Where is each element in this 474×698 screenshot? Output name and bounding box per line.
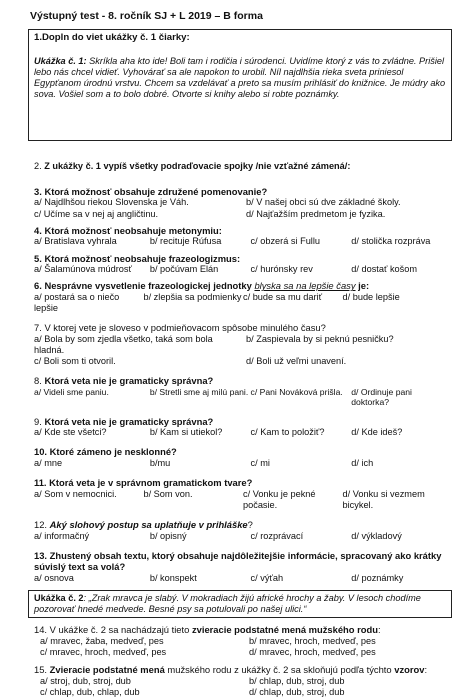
question-15-emphasis: Zvieracie podstatné mená: [49, 664, 165, 676]
question-6: 6. Nesprávne vysvetlenie frazeologickej jednotky blyska sa na lepšie časy je: a/ postará sa o niečo lepšie b/ zlepšia sa podmienky c/ bude sa mu dariť d/ bude lepšie: [34, 280, 452, 314]
q7-option-b[interactable]: b/ Zaspievala by si peknú pesničku?: [246, 333, 394, 344]
question-6-phrase: blyska sa na lepšie časy: [254, 280, 356, 292]
q14-option-b[interactable]: b/ mravec, hroch, medveď, pes: [249, 635, 376, 646]
q15-option-a[interactable]: a/ stroj, dub, stroj, dub: [40, 675, 131, 686]
q3-option-b[interactable]: b/ V našej obci sú dve základné školy.: [246, 197, 401, 208]
q3-option-a[interactable]: a/ Najdlhšou riekou Slovenska je Váh.: [34, 197, 189, 208]
q10-option-c[interactable]: c/ mi: [250, 457, 270, 468]
q4-option-c[interactable]: c/ obzerá si Fullu: [250, 236, 320, 247]
q8-option-c[interactable]: c/ Pani Nováková prišla.: [250, 386, 343, 397]
q5-option-c[interactable]: c/ hurónsky rev: [250, 264, 313, 275]
example-1: [34, 56, 446, 101]
question-12: 12. Aký slohový postup sa uplatňuje v prihláške? a/ informačný b/ opisný c/ rozprávací d/ výkladový: [34, 519, 452, 542]
question-3: 3. Ktorá možnosť obsahuje združené pomenovanie? a/ Najdlhšou riekou Slovenska je Váh. b/ V našej obci sú dve základné školy. c/ Učíme sa v nej aj angličtinu. d/ Najťažším predmetom je fyzika.: [34, 186, 452, 220]
q11-option-a[interactable]: a/ Som v nemocnici.: [34, 488, 117, 499]
q14-option-a[interactable]: a/ mravec, žaba, medveď, pes: [40, 635, 164, 646]
q8-option-a[interactable]: a/ Videli sme paniu.: [34, 386, 109, 397]
q10-option-b[interactable]: b/mu: [149, 457, 171, 468]
q10-option-d[interactable]: d/ ich: [351, 457, 374, 468]
q10-option-a[interactable]: a/ mne: [34, 457, 63, 468]
question-14-emphasis: zvieracie podstatné mená mužského rodu: [191, 624, 378, 636]
q6-option-a[interactable]: a/ postará sa o niečo lepšie: [34, 291, 120, 313]
q15-option-c[interactable]: c/ chlap, dub, chlap, dub: [40, 686, 140, 697]
example-2-label: Ukážka č. 2: [34, 592, 84, 603]
q11-option-b[interactable]: b/ Som von.: [143, 488, 193, 499]
q5-option-b[interactable]: b/ počúvam Elán: [149, 264, 219, 275]
q12-option-c[interactable]: c/ rozprávací: [250, 530, 304, 541]
q13-option-a[interactable]: a/ osnova: [34, 572, 74, 583]
question-12-text: Aký slohový postup sa uplatňuje v prihláške: [49, 519, 248, 531]
q11-option-d[interactable]: d/ Vonku si vezmem bicykel.: [342, 488, 425, 510]
q14-option-c[interactable]: c/ mravec, hroch, medveď, pes: [40, 647, 167, 658]
q6-option-b[interactable]: b/ zlepšia sa podmienky: [143, 291, 242, 302]
q9-option-d[interactable]: d/ Kde ideš?: [351, 427, 403, 438]
q8-option-b[interactable]: b/ Stretli sme aj milú pani.: [149, 386, 249, 397]
q7-option-d[interactable]: d/ Boli už veľmi unavení.: [246, 356, 347, 367]
q5-option-d[interactable]: d/ dostať košom: [351, 264, 418, 275]
question-10-text: Ktoré zámeno je nesklonné?: [49, 446, 177, 458]
q7-option-a[interactable]: a/ Bola by som zjedla všetko, taká som bola hladná.: [34, 333, 213, 355]
question-4: 4. Ktorá možnosť neobsahuje metonymiu: a/ Bratislava vyhrala b/ recituje Rúfusa c/ obzerá si Fullu d/ stolička rozpráva: [34, 225, 452, 248]
question-8-text: Ktorá veta nie je gramaticky správna?: [44, 375, 214, 387]
q7-option-c[interactable]: c/ Boli som ti otvoril.: [34, 356, 116, 367]
q12-option-a[interactable]: a/ informačný: [34, 530, 90, 541]
q6-option-d[interactable]: d/ bude lepšie: [342, 291, 400, 302]
q15-option-d[interactable]: d/ chlap, dub, stroj, dub: [249, 686, 345, 697]
question-9: 9. Ktorá veta nie je gramaticky správna? a/ Kde ste všetci? b/ Kam si utiekol? c/ Kam to položiť? d/ Kde ideš?: [34, 416, 452, 439]
question-11: 11. Ktorá veta je v správnom gramatickom tvare? a/ Som v nemocnici. b/ Som von. c/ Vonku je pekné počasie. d/ Vonku si vezmem bicykel.: [34, 477, 452, 511]
example-1-text: Skríkla aha kto ide! Boli tam i rodičia i súrodenci. Uvidíme ktorý z vás to zvládne. Prišiel lebo nás chcel vidieť. Vyhovárať sa ale napokon to urobil. Níl najdlhšia rieka sveta priniesol Egypťanom úrodnú vrstvu. Chcem sa vzdelávať a preto sa musím prihlásiť do knižnice. Je múdry ako sova. Vošiel som a to bolo dobré. Otvorte si knihy alebo si robte poznámky.: [34, 55, 446, 100]
exercise-box-1: [28, 29, 452, 141]
question-11-text: Ktorá veta je v správnom gramatickom tvare?: [49, 477, 253, 489]
question-14-text: V ukážke č. 2 sa nachádzajú tieto: [49, 624, 192, 636]
q8-option-d[interactable]: d/ Ordinuje pani doktorka?: [351, 386, 412, 408]
q12-option-b[interactable]: b/ opisný: [149, 530, 187, 541]
question-2: 2. Z ukážky č. 1 vypíš všetky podraďovacie spojky /nie vzťažné zámená/:: [34, 160, 351, 171]
q6-option-c[interactable]: c/ bude sa mu dariť: [243, 291, 323, 302]
question-15-text: mužského rodu z ukážky č. 2 sa skloňujú podľa týchto: [164, 664, 395, 676]
q12-option-d[interactable]: d/ výkladový: [351, 530, 402, 541]
q14-option-d[interactable]: d/ mravec, hroch, medveď, pes: [249, 647, 376, 658]
q5-option-a[interactable]: a/ Šalamúnova múdrosť: [34, 264, 132, 275]
question-2-text: Z ukážky č. 1 vypíš všetky podraďovacie spojky /nie vzťažné zámená/:: [44, 160, 351, 171]
q9-option-b[interactable]: b/ Kam si utiekol?: [149, 427, 223, 438]
q4-option-d[interactable]: d/ stolička rozpráva: [351, 236, 431, 247]
q9-option-a[interactable]: a/ Kde ste všetci?: [34, 427, 107, 438]
question-7-text: V ktorej vete je sloveso v podmieňovacom spôsobe minulého času?: [44, 322, 326, 334]
question-7: 7. V ktorej vete je sloveso v podmieňovacom spôsobe minulého času? a/ Bola by som zjedla všetko, taká som bola hladná. b/ Zaspievala by si peknú pesničku? c/ Boli som ti otvoril. d/ Boli už veľmi unavení.: [34, 322, 452, 367]
question-13: 13. Zhustený obsah textu, ktorý obsahuje najdôležitejšie informácie, spracovaný ako krátky súvislý text sa volá? a/ osnova b/ konspekt c/ výťah d/ poznámky: [34, 550, 452, 584]
q4-option-a[interactable]: a/ Bratislava vyhrala: [34, 236, 117, 247]
exercise-1-heading: 1.Dopln do viet ukážky č. 1 čiarky:: [34, 31, 190, 43]
question-6-text: Nesprávne vysvetlenie frazeologickej jednotky: [44, 280, 252, 292]
q3-option-d[interactable]: d/ Najťažším predmetom je fyzika.: [246, 208, 386, 219]
question-4-text: Ktorá možnosť neobsahuje metonymiu:: [44, 224, 222, 236]
page-title: Výstupný test - 8. ročník SJ + L 2019 – B forma: [30, 10, 263, 22]
q9-option-c[interactable]: c/ Kam to položiť?: [250, 427, 325, 438]
question-14: 14. V ukážke č. 2 sa nachádzajú tieto zvieracie podstatné mená mužského rodu: a/ mravec, žaba, medveď, pes b/ mravec, hroch, medveď, pes c/ mravec, hroch, medveď, pes d/ mravec, hroch, medveď, pes: [34, 624, 452, 658]
example-box-2: [28, 590, 452, 618]
q13-option-c[interactable]: c/ výťah: [250, 572, 284, 583]
q13-option-b[interactable]: b/ konspekt: [149, 572, 197, 583]
question-13-text: Zhustený obsah textu, ktorý obsahuje najdôležitejšie informácie, spracovaný ako krátky súvislý text sa volá?: [34, 549, 442, 573]
q15-option-b[interactable]: b/ chlap, dub, stroj, dub: [249, 675, 345, 686]
question-9-text: Ktorá veta nie je gramaticky správna?: [44, 415, 214, 427]
question-15: 15. Zvieracie podstatné mená mužského rodu z ukážky č. 2 sa skloňujú podľa týchto vzorov: a/ stroj, dub, stroj, dub b/ chlap, dub, stroj, dub c/ chlap, dub, chlap, dub d/ chlap, dub, stroj, dub: [34, 664, 452, 698]
q4-option-b[interactable]: b/ recituje Rúfusa: [149, 236, 222, 247]
question-3-text: Ktorá možnosť obsahuje združené pomenovanie?: [44, 186, 268, 198]
q11-option-c[interactable]: c/ Vonku je pekné počasie.: [243, 488, 316, 510]
question-5: 5. Ktorá možnosť neobsahuje frazeologizmus: a/ Šalamúnova múdrosť b/ počúvam Elán c/ hurónsky rev d/ dostať košom: [34, 253, 452, 276]
question-8: 8. Ktorá veta nie je gramaticky správna? a/ Videli sme paniu. b/ Stretli sme aj milú pani. c/ Pani Nováková prišla. d/ Ordinuje pani doktorka?: [34, 375, 452, 407]
example-1-label: Ukážka č. 1:: [34, 55, 87, 66]
question-5-text: Ktorá možnosť neobsahuje frazeologizmus:: [44, 252, 241, 264]
example-2-text: : „Zrak mravca je slabý. V mokradiach žijú africké hrochy a žaby. V lesoch chodíme pozorovať hnedé medvede. Besné psy sa potulovali po našej ulici.“: [34, 592, 421, 615]
q3-option-c[interactable]: c/ Učíme sa v nej aj angličtinu.: [34, 208, 159, 219]
question-10: 10. Ktoré zámeno je nesklonné? a/ mne b/mu c/ mi d/ ich: [34, 446, 452, 469]
q13-option-d[interactable]: d/ poznámky: [351, 572, 404, 583]
